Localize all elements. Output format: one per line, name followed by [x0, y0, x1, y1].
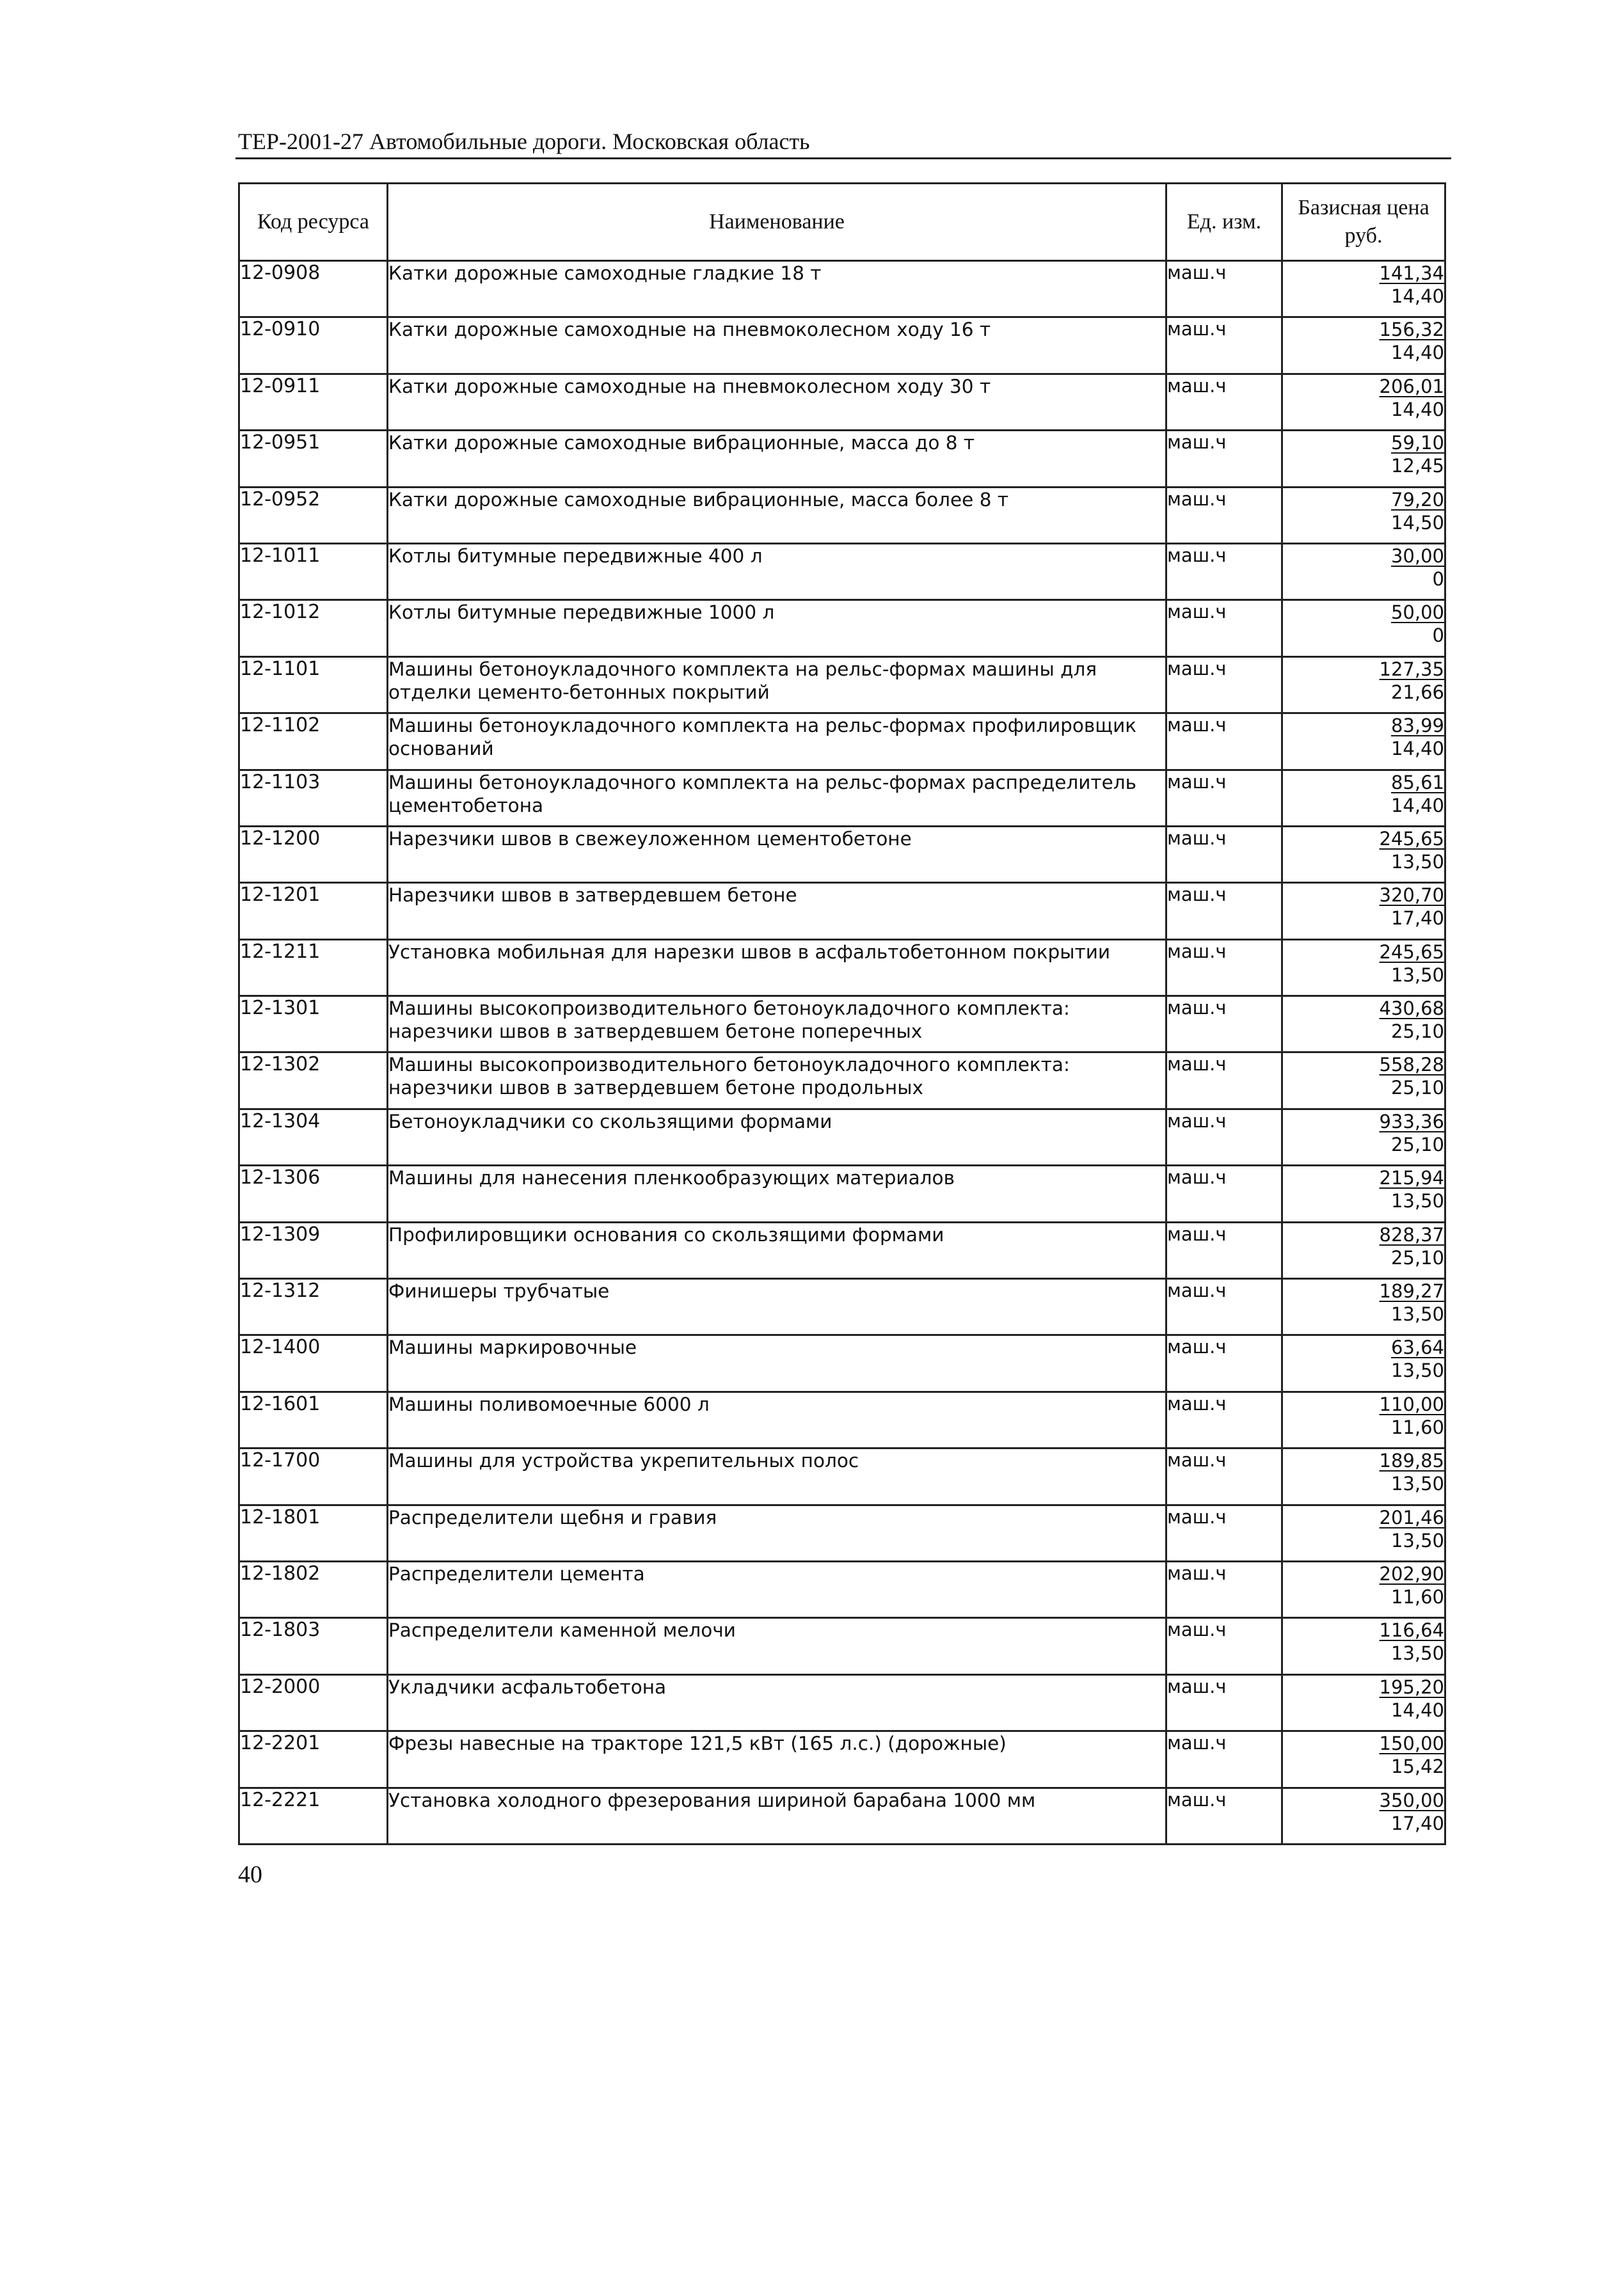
wage-value: 0	[1432, 568, 1444, 590]
resource-name-cell: Машины бетоноукладочного комплекта на рельс-формах профилировщик оснований	[388, 713, 1166, 770]
base-price-value: 430,68	[1379, 997, 1444, 1020]
price-cell	[1282, 317, 1445, 374]
price-cell	[1282, 600, 1445, 656]
wage-value: 14,40	[1390, 285, 1444, 307]
resource-name-cell: Машины поливомоечные 6000 л	[388, 1392, 1166, 1448]
unit-cell: маш.ч	[1166, 996, 1282, 1052]
resource-code-cell: 12-1211	[239, 939, 388, 996]
base-price-value: 83,99	[1390, 715, 1444, 737]
table-row	[239, 656, 1445, 713]
unit-cell: маш.ч	[1166, 1335, 1282, 1392]
wage-value: 14,40	[1390, 398, 1444, 420]
wage-value: 13,50	[1390, 964, 1444, 986]
wage-value: 25,10	[1390, 1020, 1444, 1043]
base-price-value: 63,64	[1390, 1337, 1444, 1359]
table-row	[239, 317, 1445, 374]
price-cell	[1282, 1222, 1445, 1278]
price-cell	[1282, 431, 1445, 487]
table-row	[239, 600, 1445, 656]
resource-name-cell: Распределители цемента	[388, 1561, 1166, 1617]
resource-name-cell: Финишеры трубчатые	[388, 1279, 1166, 1335]
resource-name-cell: Установка мобильная для нарезки швов в асфальтобетонном покрытии	[388, 939, 1166, 996]
base-price-value: 127,35	[1379, 658, 1444, 680]
base-price-value: 156,32	[1379, 319, 1444, 341]
price-cell	[1282, 1279, 1445, 1335]
wage-value: 17,40	[1390, 1812, 1444, 1834]
base-price-value: 50,00	[1390, 601, 1444, 624]
wage-value: 21,66	[1390, 681, 1444, 703]
base-price-value: 320,70	[1379, 884, 1444, 907]
wage-value: 13,50	[1390, 1642, 1444, 1665]
resource-name-cell: Нарезчики швов в свежеуложенном цементобетоне	[388, 826, 1166, 882]
resource-code-cell: 12-0952	[239, 487, 388, 543]
resource-name-cell: Катки дорожные самоходные вибрационные, масса до 8 т	[388, 431, 1166, 487]
table-row	[239, 770, 1445, 826]
resource-code-cell: 12-2221	[239, 1788, 388, 1844]
resource-name-cell: Машины для нанесения пленкообразующих материалов	[388, 1166, 1166, 1222]
base-price-value: 828,37	[1379, 1223, 1444, 1246]
resource-code-cell: 12-1312	[239, 1279, 388, 1335]
resource-name-cell: Распределители каменной мелочи	[388, 1618, 1166, 1674]
price-cell	[1282, 656, 1445, 713]
column-header-price-line2: руб.	[1344, 224, 1383, 248]
unit-cell: маш.ч	[1166, 1222, 1282, 1278]
price-cell	[1282, 261, 1445, 317]
table-row	[239, 826, 1445, 882]
resource-name-cell: Профилировщики основания со скользящими формами	[388, 1222, 1166, 1278]
unit-cell: маш.ч	[1166, 1392, 1282, 1448]
resource-code-cell: 12-1400	[239, 1335, 388, 1392]
resource-code-cell: 12-1803	[239, 1618, 388, 1674]
base-price-value: 933,36	[1379, 1110, 1444, 1132]
resource-name-cell: Котлы битумные передвижные 400 л	[388, 543, 1166, 599]
base-price-value: 558,28	[1379, 1054, 1444, 1076]
column-header-price-line1: Базисная цена	[1298, 196, 1429, 219]
resource-name-cell: Бетоноукладчики со скользящими формами	[388, 1109, 1166, 1165]
resource-code-cell: 12-0908	[239, 261, 388, 317]
resource-name-cell: Катки дорожные самоходные гладкие 18 т	[388, 261, 1166, 317]
wage-value: 13,50	[1390, 1303, 1444, 1326]
base-price-value: 189,27	[1379, 1280, 1444, 1303]
base-price-value: 59,10	[1390, 432, 1444, 454]
resource-code-cell: 12-1802	[239, 1561, 388, 1617]
unit-cell: маш.ч	[1166, 826, 1282, 882]
wage-value: 15,42	[1390, 1756, 1444, 1778]
base-price-value: 245,65	[1379, 827, 1444, 850]
table-row	[239, 1449, 1445, 1505]
unit-cell: маш.ч	[1166, 1449, 1282, 1505]
price-cell	[1282, 1109, 1445, 1165]
unit-cell: маш.ч	[1166, 1561, 1282, 1617]
unit-cell: маш.ч	[1166, 770, 1282, 826]
wage-value: 17,40	[1390, 907, 1444, 930]
unit-cell: маш.ч	[1166, 1618, 1282, 1674]
unit-cell: маш.ч	[1166, 600, 1282, 656]
unit-cell: маш.ч	[1166, 1731, 1282, 1788]
price-cell	[1282, 826, 1445, 882]
resource-code-cell: 12-0951	[239, 431, 388, 487]
base-price-value: 201,46	[1379, 1506, 1444, 1528]
price-cell	[1282, 1449, 1445, 1505]
resource-code-cell: 12-1301	[239, 996, 388, 1052]
resource-name-cell: Фрезы навесные на тракторе 121,5 кВт (165 л.с.) (дорожные)	[388, 1731, 1166, 1788]
unit-cell: маш.ч	[1166, 1505, 1282, 1561]
wage-value: 14,40	[1390, 794, 1444, 816]
column-header-unit: Ед. изм.	[1166, 184, 1282, 261]
unit-cell: маш.ч	[1166, 1674, 1282, 1731]
table-row	[239, 1052, 1445, 1109]
price-cell	[1282, 1392, 1445, 1448]
column-header-code: Код ресурса	[239, 184, 388, 261]
wage-value: 13,50	[1390, 850, 1444, 873]
wage-value: 14,50	[1390, 511, 1444, 534]
unit-cell: маш.ч	[1166, 374, 1282, 430]
resource-name-cell: Установка холодного фрезерования шириной барабана 1000 мм	[388, 1788, 1166, 1844]
wage-value: 13,50	[1390, 1360, 1444, 1382]
wage-value: 13,50	[1390, 1529, 1444, 1552]
price-cell	[1282, 1335, 1445, 1392]
price-cell	[1282, 939, 1445, 996]
resource-code-cell: 12-0910	[239, 317, 388, 374]
table-row	[239, 1561, 1445, 1617]
table-row	[239, 1674, 1445, 1731]
wage-value: 11,60	[1390, 1585, 1444, 1608]
resource-name-cell: Распределители щебня и гравия	[388, 1505, 1166, 1561]
wage-value: 25,10	[1390, 1077, 1444, 1099]
unit-cell: маш.ч	[1166, 883, 1282, 939]
wage-value: 14,40	[1390, 738, 1444, 760]
table-row	[239, 374, 1445, 430]
price-cell	[1282, 1731, 1445, 1788]
table-header-row	[239, 184, 1445, 261]
wage-value: 25,10	[1390, 1133, 1444, 1155]
base-price-value: 79,20	[1390, 488, 1444, 511]
price-cell	[1282, 713, 1445, 770]
price-cell	[1282, 996, 1445, 1052]
table-row	[239, 261, 1445, 317]
resource-name-cell: Машины бетоноукладочного комплекта на рельс-формах машины для отделки цементо-бетонных покрытий	[388, 656, 1166, 713]
base-price-value: 189,85	[1379, 1450, 1444, 1472]
resource-code-cell: 12-1012	[239, 600, 388, 656]
unit-cell: маш.ч	[1166, 487, 1282, 543]
resource-name-cell: Нарезчики швов в затвердевшем бетоне	[388, 883, 1166, 939]
wage-value: 0	[1432, 624, 1444, 647]
base-price-value: 206,01	[1379, 375, 1444, 397]
table-row	[239, 1505, 1445, 1561]
resource-code-cell: 12-1302	[239, 1052, 388, 1109]
resource-code-cell: 12-1101	[239, 656, 388, 713]
resource-name-cell: Укладчики асфальтобетона	[388, 1674, 1166, 1731]
table-row	[239, 1279, 1445, 1335]
resource-code-cell: 12-2000	[239, 1674, 388, 1731]
table-row	[239, 1392, 1445, 1448]
base-price-value: 30,00	[1390, 544, 1444, 567]
table-row	[239, 939, 1445, 996]
price-cell	[1282, 374, 1445, 430]
price-cell	[1282, 1166, 1445, 1222]
resource-code-cell: 12-1102	[239, 713, 388, 770]
page-header-title: ТЕР-2001-27 Автомобильные дороги. Московская область	[238, 129, 810, 154]
unit-cell: маш.ч	[1166, 939, 1282, 996]
resource-code-cell: 12-1011	[239, 543, 388, 599]
table-row	[239, 431, 1445, 487]
unit-cell: маш.ч	[1166, 543, 1282, 599]
table-row	[239, 1222, 1445, 1278]
base-price-value: 141,34	[1379, 262, 1444, 284]
resource-name-cell: Машины маркировочные	[388, 1335, 1166, 1392]
table-row	[239, 487, 1445, 543]
resource-code-cell: 12-2201	[239, 1731, 388, 1788]
table-row	[239, 996, 1445, 1052]
unit-cell: маш.ч	[1166, 261, 1282, 317]
resource-name-cell: Машины высокопроизводительного бетоноукладочного комплекта: нарезчики швов в затвердевшем бетоне поперечных	[388, 996, 1166, 1052]
price-cell	[1282, 1505, 1445, 1561]
resource-code-cell: 12-0911	[239, 374, 388, 430]
resource-code-cell: 12-1103	[239, 770, 388, 826]
table-row	[239, 1109, 1445, 1165]
wage-value: 14,40	[1390, 1699, 1444, 1721]
wage-value: 13,50	[1390, 1473, 1444, 1495]
resource-code-cell: 12-1201	[239, 883, 388, 939]
table-row	[239, 883, 1445, 939]
wage-value: 11,60	[1390, 1416, 1444, 1438]
column-header-price	[1282, 184, 1445, 261]
price-cell	[1282, 883, 1445, 939]
base-price-value: 110,00	[1379, 1393, 1444, 1415]
resource-name-cell: Машины для устройства укрепительных полос	[388, 1449, 1166, 1505]
price-cell	[1282, 770, 1445, 826]
base-price-value: 150,00	[1379, 1733, 1444, 1755]
resource-name-cell: Катки дорожные самоходные на пневмоколесном ходу 30 т	[388, 374, 1166, 430]
table-row	[239, 1335, 1445, 1392]
table-row	[239, 1788, 1445, 1844]
resource-name-cell: Котлы битумные передвижные 1000 л	[388, 600, 1166, 656]
resource-code-cell: 12-1309	[239, 1222, 388, 1278]
price-cell	[1282, 1561, 1445, 1617]
unit-cell: маш.ч	[1166, 1279, 1282, 1335]
column-header-name: Наименование	[388, 184, 1166, 261]
base-price-value: 215,94	[1379, 1167, 1444, 1189]
unit-cell: маш.ч	[1166, 1109, 1282, 1165]
resource-price-table	[238, 182, 1446, 1845]
table-row	[239, 713, 1445, 770]
header-rule	[235, 157, 1451, 159]
unit-cell: маш.ч	[1166, 1166, 1282, 1222]
resource-code-cell: 12-1200	[239, 826, 388, 882]
price-cell	[1282, 1674, 1445, 1731]
price-cell	[1282, 1618, 1445, 1674]
base-price-value: 245,65	[1379, 941, 1444, 963]
unit-cell: маш.ч	[1166, 656, 1282, 713]
unit-cell: маш.ч	[1166, 1052, 1282, 1109]
unit-cell: маш.ч	[1166, 431, 1282, 487]
base-price-value: 116,64	[1379, 1619, 1444, 1642]
price-cell	[1282, 1788, 1445, 1844]
base-price-value: 195,20	[1379, 1676, 1444, 1698]
table-row	[239, 1166, 1445, 1222]
base-price-value: 202,90	[1379, 1562, 1444, 1585]
resource-code-cell: 12-1601	[239, 1392, 388, 1448]
resource-name-cell: Машины высокопроизводительного бетоноукладочного комплекта: нарезчики швов в затвердевшем бетоне продольных	[388, 1052, 1166, 1109]
price-cell	[1282, 1052, 1445, 1109]
wage-value: 13,50	[1390, 1190, 1444, 1212]
resource-name-cell: Катки дорожные самоходные на пневмоколесном ходу 16 т	[388, 317, 1166, 374]
resource-code-cell: 12-1306	[239, 1166, 388, 1222]
price-cell	[1282, 487, 1445, 543]
table-row	[239, 543, 1445, 599]
wage-value: 12,45	[1390, 455, 1444, 477]
unit-cell: маш.ч	[1166, 1788, 1282, 1844]
page-number: 40	[238, 1861, 262, 1888]
table-row	[239, 1731, 1445, 1788]
resource-code-cell: 12-1700	[239, 1449, 388, 1505]
resource-code-cell: 12-1801	[239, 1505, 388, 1561]
resource-name-cell: Катки дорожные самоходные вибрационные, масса более 8 т	[388, 487, 1166, 543]
price-cell	[1282, 543, 1445, 599]
unit-cell: маш.ч	[1166, 713, 1282, 770]
resource-code-cell: 12-1304	[239, 1109, 388, 1165]
wage-value: 25,10	[1390, 1246, 1444, 1269]
base-price-value: 350,00	[1379, 1789, 1444, 1811]
resource-name-cell: Машины бетоноукладочного комплекта на рельс-формах распределитель цементобетона	[388, 770, 1166, 826]
wage-value: 14,40	[1390, 342, 1444, 364]
unit-cell: маш.ч	[1166, 317, 1282, 374]
table-row	[239, 1618, 1445, 1674]
base-price-value: 85,61	[1390, 771, 1444, 793]
